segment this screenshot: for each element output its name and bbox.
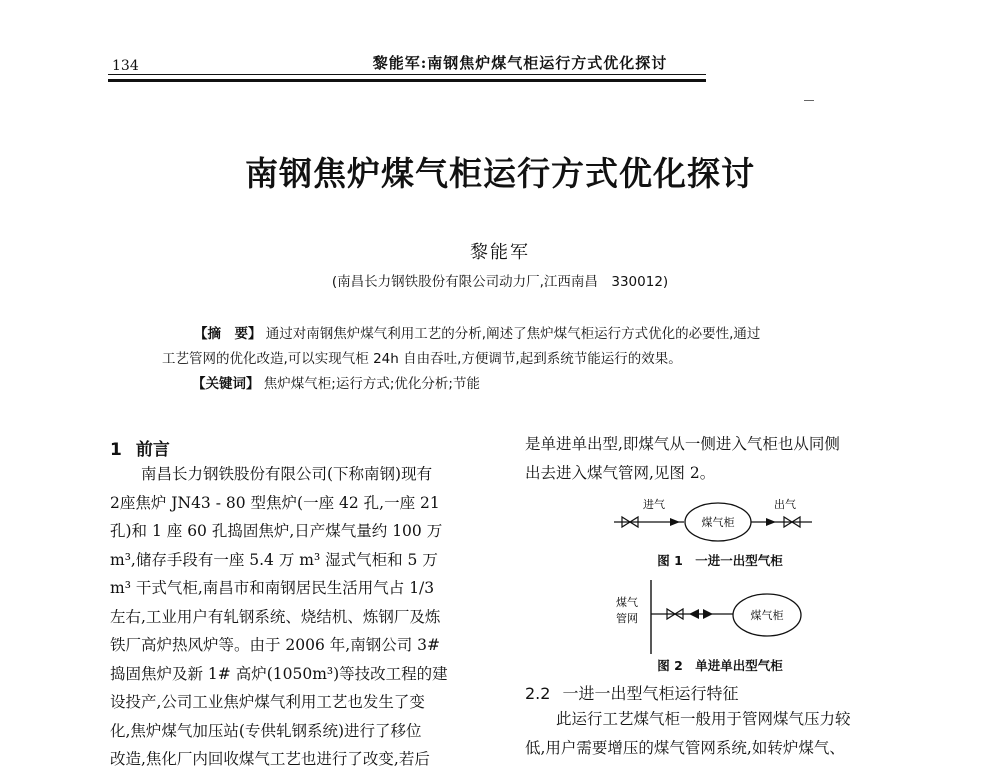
- right-column-intro: [525, 430, 925, 487]
- inlet-label: 进气: [643, 498, 665, 511]
- paragraph-line: 铁厂高炉热风炉等。由于 2006 年,南钢公司 3#: [110, 636, 441, 654]
- outlet-label: 出气: [774, 498, 796, 511]
- abstract: [162, 322, 874, 372]
- paragraph-line: 南昌长力钢铁股份有限公司(下称南钢)现有: [141, 465, 433, 483]
- paragraph-line: 化,焦炉煤气加压站(专供轧钢系统)进行了移位: [110, 721, 422, 740]
- subsection-heading: 2.2 一进一出型气柜运行特征: [525, 684, 739, 703]
- gas-holder-label: 煤气柜: [701, 516, 735, 529]
- paragraph-line: m³,储存手段有一座 5.4 万 m³ 湿式气柜和 5 万: [110, 550, 438, 569]
- header-rule-thin: [108, 74, 706, 75]
- section-heading: 1 前言: [110, 440, 170, 460]
- paragraph-line: 出去进入煤气管网,见图 2。: [525, 463, 716, 482]
- paragraph-line: 此运行工艺煤气柜一般用于管网煤气压力较: [556, 710, 851, 728]
- scan-mark: [804, 100, 814, 101]
- paragraph-line: 孔)和 1 座 60 孔捣固焦炉,日产煤气量约 100 万: [110, 522, 443, 540]
- article-title: 南钢焦炉煤气柜运行方式优化探讨: [245, 154, 755, 193]
- paragraph-line: m³ 干式气柜,南昌市和南钢居民生活用气占 1/3: [110, 579, 435, 597]
- paragraph-line: 2座焦炉 JN43 - 80 型焦炉(一座 42 孔,一座 21: [110, 493, 440, 512]
- affiliation: (南昌长力钢铁股份有限公司动力厂,江西南昌 330012): [331, 274, 669, 290]
- paragraph-line: 设投产,公司工业焦炉煤气利用工艺也发生了变: [110, 693, 425, 711]
- keywords-text: 焦炉煤气柜;运行方式;优化分析;节能: [263, 376, 480, 392]
- paragraph-line: 左右,工业用户有轧钢系统、烧结机、炼钢厂及炼: [110, 607, 441, 626]
- abstract-line-2: 工艺管网的优化改造,可以实现气柜 24h 自由吞吐,方便调节,起到系统节能运行的效果。: [162, 351, 682, 367]
- inlet-arrow-icon: [670, 518, 680, 526]
- abstract-line-1: 【摘 要】 通过对南钢焦炉煤气利用工艺的分析,阐述了焦炉煤气柜运行方式优化的必要性,通过: [194, 326, 761, 342]
- paragraph-line: 捣固焦炉及新 1# 高炉(1050m³)等技改工程的建: [110, 664, 448, 683]
- figure-1-caption: 图 1 一进一出型气柜: [657, 553, 783, 568]
- abstract-label: 【摘 要】: [194, 326, 262, 342]
- header-rule-thick: [108, 79, 706, 82]
- paragraph-line: 改造,焦化厂内回收煤气工艺也进行了改变,若后: [110, 750, 430, 768]
- paragraph-line: 低,用户需要增压的煤气管网系统,如转炉煤气、: [525, 738, 845, 757]
- flow-out-arrow-icon: [689, 609, 699, 619]
- network-label-line2: 管网: [616, 612, 638, 625]
- outlet-arrow-icon: [766, 518, 776, 526]
- subsection-paragraph: [525, 705, 925, 762]
- paragraph-line: 是单进单出型,即煤气从一侧进入气柜也从同侧: [525, 435, 840, 453]
- page-number: 134: [112, 58, 139, 74]
- author: 黎能军: [470, 242, 530, 263]
- keywords: [192, 372, 872, 397]
- figure-2-diagram: [615, 578, 835, 658]
- gas-holder-label: 煤气柜: [750, 609, 784, 622]
- keywords-label: 【关键词】: [192, 376, 260, 392]
- figure-1-diagram: [600, 494, 840, 550]
- network-label-line1: 煤气: [616, 596, 638, 609]
- figure-2-caption: 图 2 单进单出型气柜: [657, 658, 783, 673]
- running-title: 黎能军:南钢焦炉煤气柜运行方式优化探讨: [372, 54, 668, 72]
- flow-in-arrow-icon: [703, 609, 713, 619]
- section1-paragraph: [110, 460, 495, 774]
